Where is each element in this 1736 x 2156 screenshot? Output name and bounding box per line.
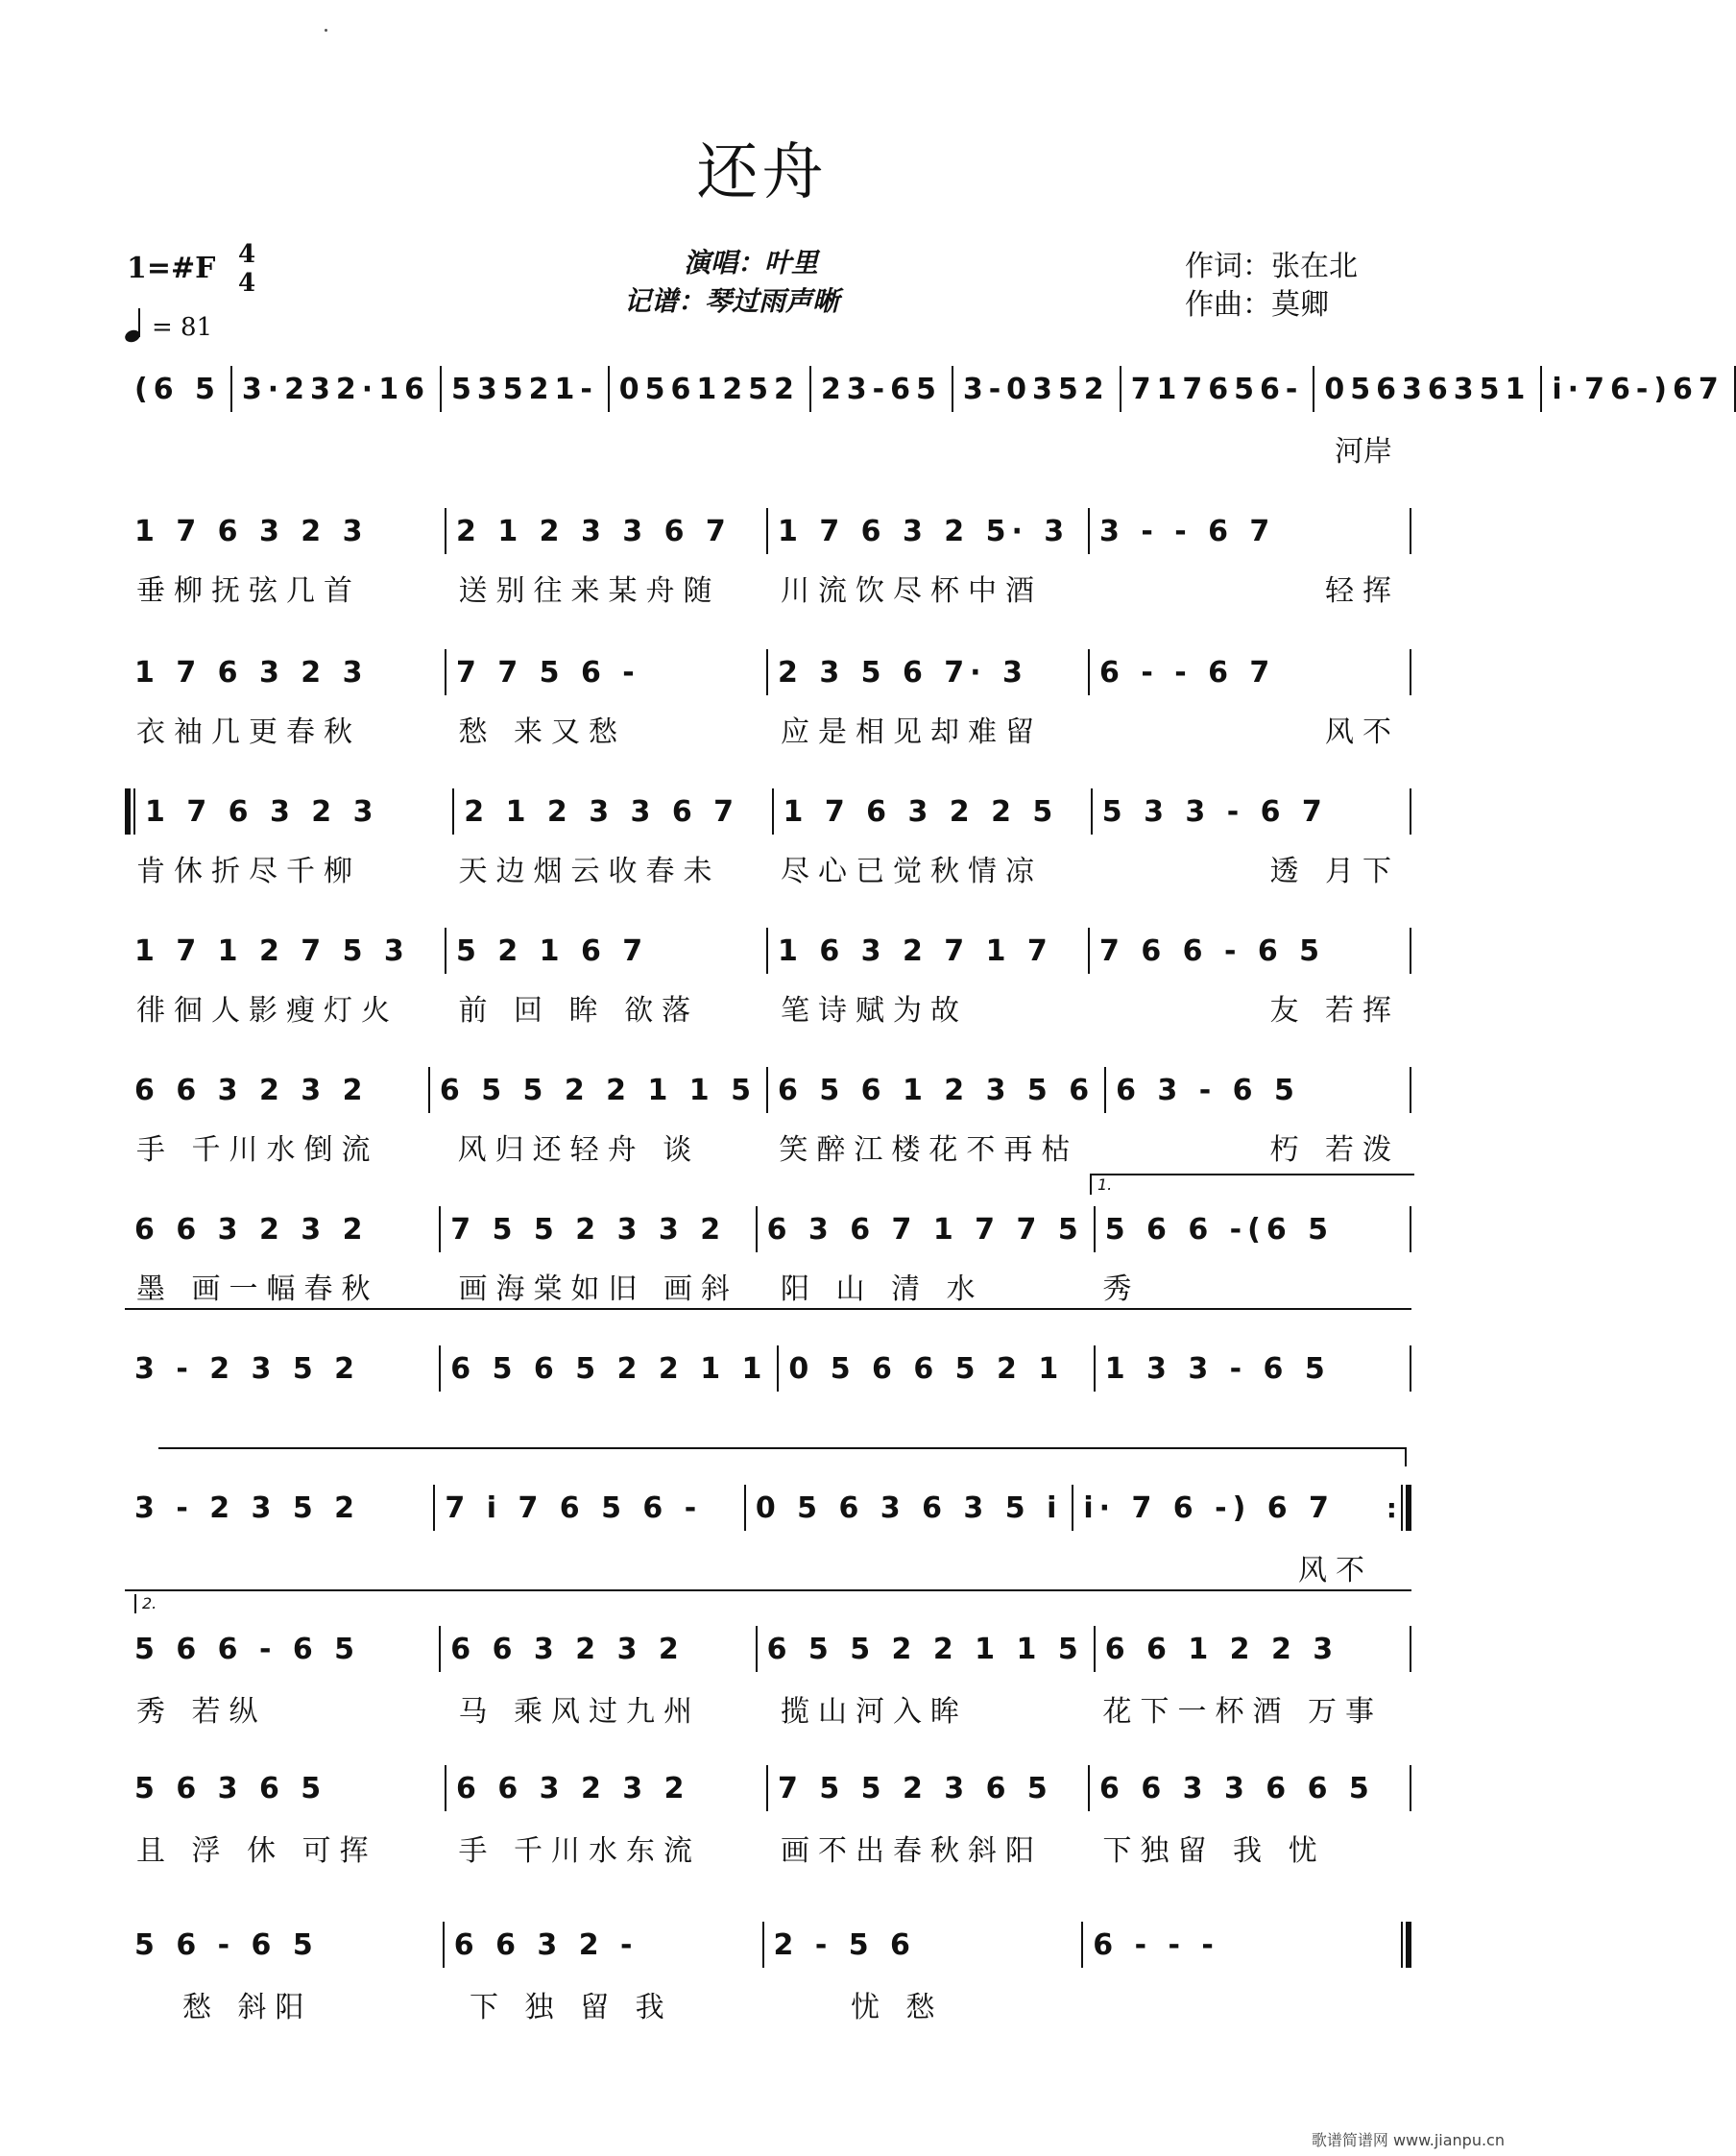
measure: 53521- [450, 372, 598, 406]
measure: 2 1 2 3 3 6 7 [464, 794, 740, 829]
lyric-text [1126, 1983, 1411, 2022]
measure: 6 3 - 6 5 [1116, 1073, 1300, 1107]
lyric-text: 透 月下 [1269, 855, 1400, 888]
measure: 7 7 5 6 - [456, 655, 640, 690]
lyric-text: 送别往来某舟随 [458, 574, 721, 608]
lyric-text: 愁 来又愁 [458, 715, 627, 749]
lyric-row [125, 1126, 1411, 1167]
lyric-text: 衣袖几更春秋 [136, 715, 361, 749]
measure: 6 6 3 2 3 2 [456, 1771, 690, 1805]
measure: 6 3 6 7 1 7 7 5 [766, 1212, 1084, 1247]
lyric-text: 前 回 眸 欲落 [458, 994, 700, 1028]
section-line [125, 1308, 1411, 1310]
lyric-text: 下独留 我 忧 [1102, 1834, 1326, 1868]
lyric-text: 手 千川水东流 [458, 1834, 702, 1868]
measure: 6 6 1 2 2 3 [1104, 1632, 1339, 1666]
staff-row [125, 1484, 1411, 1532]
lyric-text: 且 浮 休 可挥 [136, 1834, 377, 1868]
measure: 0 5 6 3 6 3 5 i [755, 1490, 1063, 1525]
quarter-note-icon [125, 309, 146, 342]
measure: 7 5 5 2 3 3 2 [450, 1212, 727, 1247]
lyric-row [125, 1827, 1411, 1868]
measure: 7 5 5 2 3 6 5 [778, 1771, 1053, 1805]
measure: 6 6 3 3 6 6 5 [1099, 1771, 1375, 1805]
measure: 2 3 5 6 7· 3 [778, 655, 1028, 690]
staff-row [125, 787, 1411, 836]
measure: 1 7 6 3 2 5· 3 [778, 514, 1071, 548]
measure: 1 7 6 3 2 3 [134, 514, 369, 548]
lyric-row [125, 1546, 1411, 1585]
lyric-row [125, 1265, 1411, 1306]
lyric-row [125, 427, 1411, 469]
staff-row [125, 1344, 1411, 1393]
lyric-text: 揽山河入眸 [781, 1695, 968, 1729]
transcriber-credit: 记谱：琴过雨声晰 [624, 285, 840, 317]
measure: 1 7 6 3 2 3 [134, 655, 369, 690]
measure: 5 6 - 6 5 [134, 1927, 319, 1962]
measure: 3-0352 [962, 372, 1110, 406]
measure: 05636351 [1324, 372, 1531, 406]
lyric-row [125, 847, 1411, 888]
measure: 7 6 6 - 6 5 [1099, 933, 1326, 968]
staff-row [125, 1205, 1411, 1253]
measure: 3·232·16 [241, 372, 430, 406]
measure: i·76-)67 [1552, 372, 1724, 406]
lyric-text: 应是相见却难留 [781, 715, 1043, 749]
lyric-row [125, 1687, 1411, 1729]
measure: (6 5 [134, 372, 221, 406]
lyric-text: 川流饮尽杯中酒 [781, 574, 1043, 608]
time-signature-top: 4 [238, 240, 256, 269]
measure: 6 6 3 2 3 2 [450, 1632, 685, 1666]
key-signature: 1=#F [127, 252, 216, 285]
lyric-text: 徘徊人影瘦灯火 [136, 994, 398, 1028]
lyric-text: 愁 斜阳 [182, 1991, 313, 2024]
measure: 6 5 6 5 2 2 1 1 [450, 1351, 768, 1386]
measure: 6 - - 6 7 [1099, 655, 1276, 690]
lyric-text: 手 千川水倒流 [136, 1133, 379, 1167]
staff-row [125, 507, 1411, 555]
site-watermark: 歌谱简谱网 www.jianpu.cn [1311, 2131, 1505, 2149]
repeat-dots: : [1386, 1491, 1397, 1524]
lyric-row [125, 1983, 1411, 2022]
lyric-text: 花下一杯酒 万事 [1102, 1695, 1384, 1729]
lyric-text: 画海棠如旧 画斜 [458, 1272, 739, 1306]
measure: 6 5 5 2 2 1 1 5 [766, 1632, 1084, 1666]
composer-credit: 作曲：莫卿 [1185, 288, 1329, 322]
measure: 1 7 6 3 2 3 [145, 794, 379, 829]
measure: 2 - 5 6 [773, 1927, 916, 1962]
measure: 6 5 5 2 2 1 1 5 [439, 1073, 757, 1107]
measure: 3 - 2 3 5 2 [134, 1490, 361, 1525]
song-title: 还舟 [696, 137, 828, 208]
measure: 717656- [1130, 372, 1304, 406]
measure: i· 7 6 -) 6 7 [1083, 1490, 1335, 1525]
time-signature-bottom: 4 [238, 269, 256, 298]
measure: 5 6 6 - 6 5 [134, 1632, 361, 1666]
first-ending-bracket: 1. [1090, 1174, 1414, 1195]
staff-row [125, 927, 1411, 975]
singer-credit: 演唱：叶里 [684, 247, 819, 279]
measure: 0 5 6 6 5 2 1 [788, 1351, 1065, 1386]
staff-row [125, 1625, 1411, 1673]
section-line [158, 1447, 1407, 1449]
measure: 6 6 3 2 3 2 [134, 1073, 369, 1107]
lyric-text: 轻挥 [1325, 574, 1400, 608]
lyric-text: 河岸 [1335, 435, 1392, 469]
lyric-text: 肯休折尽千柳 [136, 855, 361, 888]
lyric-text: 笑醉江楼花不再枯 [779, 1133, 1079, 1167]
measure: 3 - - 6 7 [1099, 514, 1276, 548]
tempo-marking [125, 309, 212, 342]
measure: 6 5 6 1 2 3 5 6 [778, 1073, 1096, 1107]
measure: 6 6 3 2 - [453, 1927, 639, 1962]
measure: 7 i 7 6 5 6 - [445, 1490, 703, 1525]
stray-dot [325, 29, 327, 32]
lyric-text: 尽心已觉秋情凉 [781, 855, 1043, 888]
measure: 2 1 2 3 3 6 7 [456, 514, 732, 548]
lyric-text: 笔诗赋为故 [781, 994, 968, 1028]
measure: 5 6 6 -(6 5 [1104, 1212, 1335, 1247]
lyric-text: 风不 [1325, 715, 1400, 749]
measure: 0561252 [618, 372, 800, 406]
lyric-text: 忧 愁 [851, 1991, 944, 2024]
tempo-value: = 81 [152, 313, 213, 342]
lyric-row [125, 986, 1411, 1028]
lyricist-credit: 作词：张在北 [1185, 250, 1358, 283]
measure: 5 6 3 6 5 [134, 1771, 327, 1805]
measure: 6 - - - [1093, 1927, 1219, 1962]
staff-row [125, 1764, 1411, 1812]
lyric-text: 下 独 留 我 [470, 1991, 673, 2024]
lyric-text: 墨 画一幅春秋 [136, 1272, 379, 1306]
measure: 1 3 3 - 6 5 [1104, 1351, 1331, 1386]
measure: 1 7 1 2 7 5 3 [134, 933, 410, 968]
lyric-text: 马 乘风过九州 [458, 1695, 702, 1729]
lyric-text: 天边烟云收春未 [458, 855, 721, 888]
time-signature [238, 240, 255, 298]
staff-row [125, 648, 1411, 696]
lyric-text: 秀 [1102, 1272, 1141, 1306]
lyric-row [125, 708, 1411, 749]
measure: 3 - 2 3 5 2 [134, 1351, 361, 1386]
measure: 1 7 6 3 2 2 5 [783, 794, 1059, 829]
measure: 6 6 3 2 3 2 [134, 1212, 369, 1247]
lyric-text: 朽 若泼 [1269, 1133, 1401, 1167]
section-line-end [1405, 1447, 1407, 1466]
section-line [125, 1589, 1411, 1591]
measure: 5 3 3 - 6 7 [1101, 794, 1328, 829]
lyric-text: 垂柳抚弦几首 [136, 574, 361, 608]
lyric-text: 秀 若纵 [136, 1695, 267, 1729]
measure: 23-65 [820, 372, 942, 406]
lyric-text: 画不出春秋斜阳 [781, 1834, 1043, 1868]
lyric-text: 风不 [1298, 1554, 1373, 1587]
lyric-row [125, 567, 1411, 608]
staff-row [125, 365, 1724, 413]
second-ending-bracket: 2. [134, 1594, 353, 1613]
lyric-text: 阳 山 清 水 [781, 1272, 984, 1306]
measure: 1 6 3 2 7 1 7 [778, 933, 1053, 968]
staff-row [125, 1921, 1411, 1969]
lyric-text: 风归还轻舟 谈 [457, 1133, 701, 1167]
staff-row [125, 1066, 1411, 1114]
measure: 5 2 1 6 7 [456, 933, 649, 968]
lyric-text: 友 若挥 [1269, 994, 1400, 1028]
